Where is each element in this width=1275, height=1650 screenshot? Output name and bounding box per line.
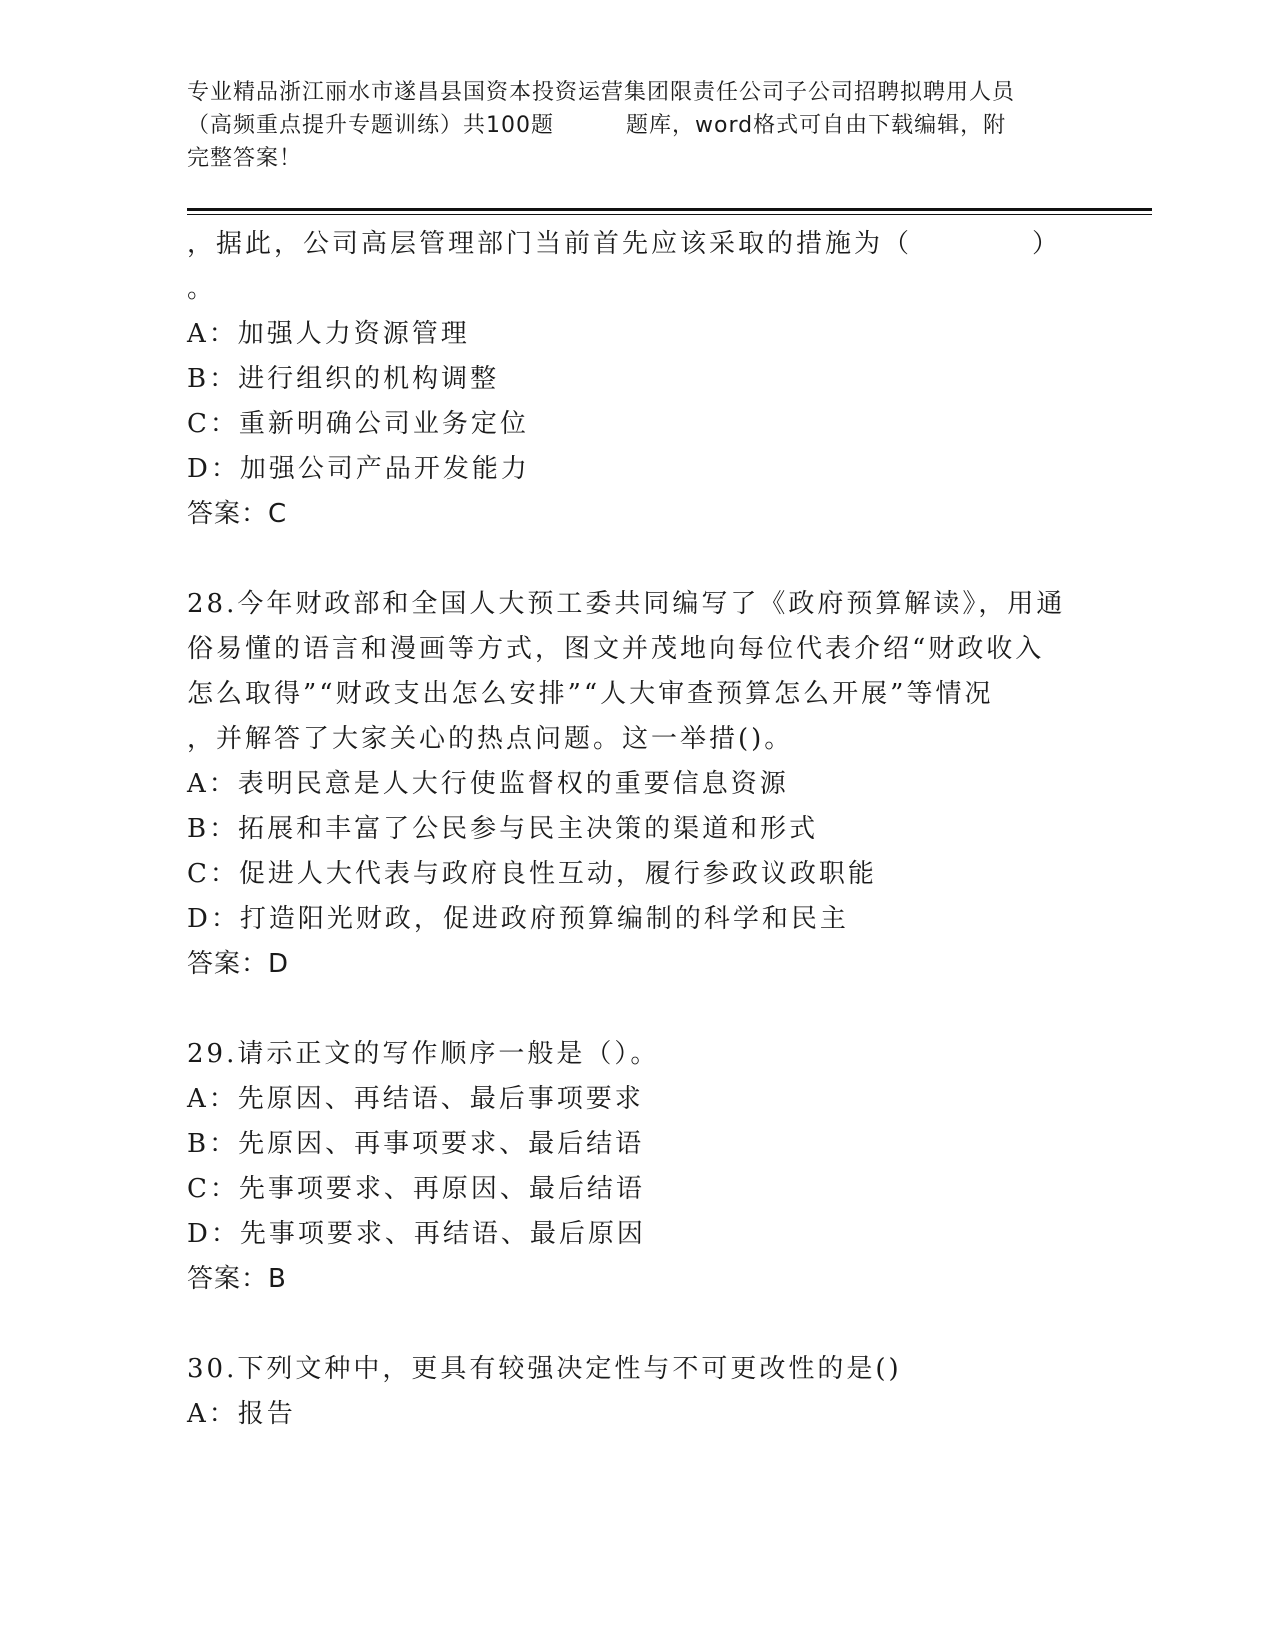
question-29-option-c: C：先事项要求、再原因、最后结语 xyxy=(187,1174,645,1204)
question-27-option-a: A：加强人力资源管理 xyxy=(187,319,470,349)
question-28-stem-line-3: 怎么取得”“财政支出怎么安排”“人大审查预算怎么开展”等情况 xyxy=(187,679,994,709)
question-29-stem: 29.请示正文的写作顺序一般是（）。 xyxy=(187,1039,660,1069)
question-29-answer: 答案：B xyxy=(187,1264,287,1294)
question-27-option-c: C：重新明确公司业务定位 xyxy=(187,409,529,439)
question-30 xyxy=(187,1347,1107,1437)
question-29 xyxy=(187,1032,1107,1302)
question-28-stem-line-1: 28.今年财政部和全国人大预工委共同编写了《政府预算解读》，用通 xyxy=(187,589,1066,619)
question-content xyxy=(187,222,1107,1437)
question-27-period: 。 xyxy=(187,274,217,304)
question-27-answer: 答案：C xyxy=(187,499,288,529)
question-28-option-a: A：表明民意是人大行使监督权的重要信息资源 xyxy=(187,769,789,799)
question-28-option-d: D：打造阳光财政，促进政府预算编制的科学和民主 xyxy=(187,904,849,934)
question-29-option-a: A：先原因、再结语、最后事项要求 xyxy=(187,1084,644,1114)
question-27-option-d: D：加强公司产品开发能力 xyxy=(187,454,530,484)
question-27-option-b: B：进行组织的机构调整 xyxy=(187,364,500,394)
question-28-answer: 答案：D xyxy=(187,949,290,979)
question-27-stem-text: ，据此，公司高层管理部门当前首先应该采取的措施为（ xyxy=(187,229,913,259)
question-29-option-d: D：先事项要求、再结语、最后原因 xyxy=(187,1219,646,1249)
question-28-option-b: B：拓展和丰富了公民参与民主决策的渠道和形式 xyxy=(187,814,819,844)
header-line-1: 专业精品浙江丽水市遂昌县国资本投资运营集团限责任公司子公司招聘拟聘用人员 xyxy=(187,80,1016,105)
question-30-stem: 30.下列文种中，更具有较强决定性与不可更改性的是() xyxy=(187,1354,902,1384)
question-27-stem xyxy=(187,222,1107,267)
question-28-stem-line-2: 俗易懂的语言和漫画等方式，图文并茂地向每位代表介绍“财政收入 xyxy=(187,634,1045,664)
question-27-stem-close: ） xyxy=(1032,229,1062,259)
header-line-3: 完整答案！ xyxy=(187,146,303,171)
header-divider-thick xyxy=(187,208,1152,211)
question-27 xyxy=(187,222,1107,537)
header-line-2-part-1: （高频重点提升专题训练）共100题 xyxy=(187,113,554,138)
question-28 xyxy=(187,582,1107,987)
question-28-stem-line-4: ，并解答了大家关心的热点问题。这一举措()。 xyxy=(187,724,794,754)
question-29-option-b: B：先原因、再事项要求、最后结语 xyxy=(187,1129,645,1159)
header-line-2-part-2: 题库，word格式可自由下载编辑，附 xyxy=(626,113,1007,138)
document-header xyxy=(187,76,1087,175)
question-30-option-a: A：报告 xyxy=(187,1399,296,1429)
header-divider-thin xyxy=(187,214,1152,215)
question-28-option-c: C：促进人大代表与政府良性互动，履行参政议政职能 xyxy=(187,859,877,889)
header-line-2 xyxy=(187,109,1087,142)
